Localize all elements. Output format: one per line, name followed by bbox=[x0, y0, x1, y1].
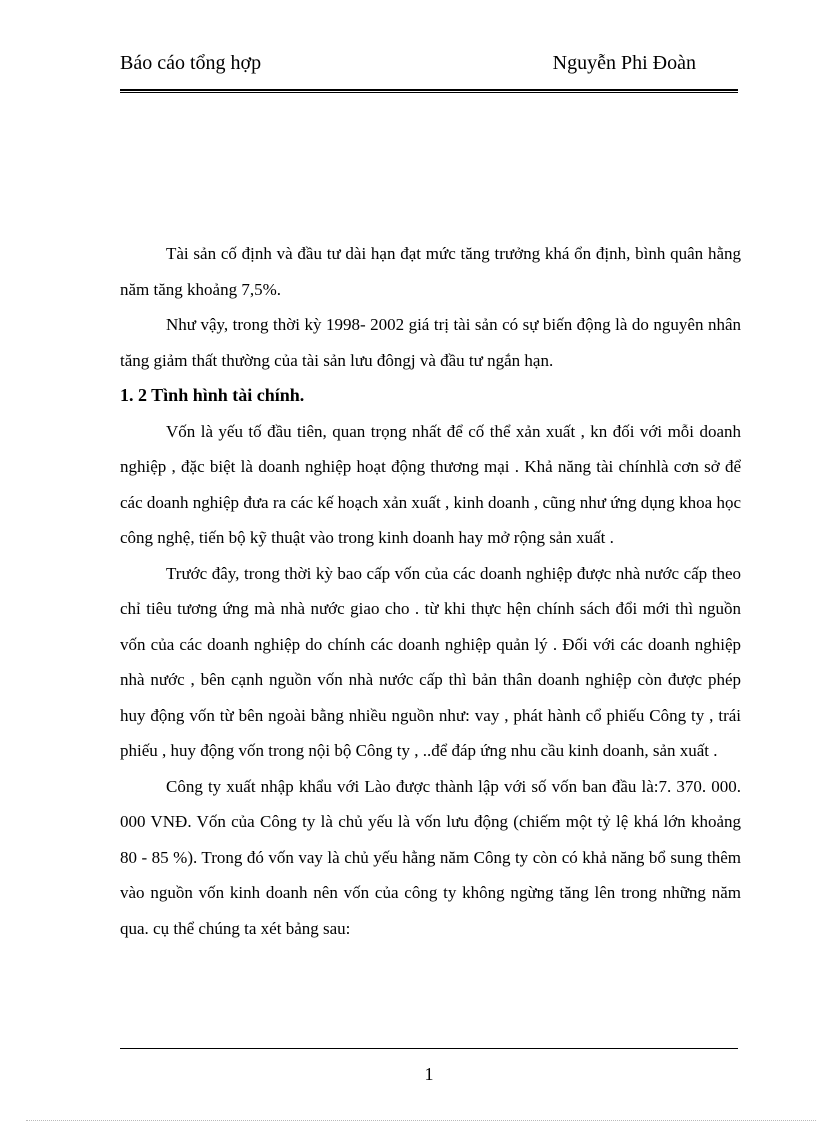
footer-rule bbox=[120, 1048, 738, 1049]
page-bottom-dotted-line bbox=[26, 1120, 816, 1121]
paragraph: Như vậy, trong thời kỳ 1998- 2002 giá trị tài sản có sự biến động là do nguyên nhân tăng giảm thất thường của tài sản lưu đôngj và đầu tư ngắn hạn. bbox=[120, 315, 741, 370]
paragraph: Trước đây, trong thời kỳ bao cấp vốn của các doanh nghiệp được nhà nước cấp theo chỉ tiêu tương ứng mà nhà nước giao cho . từ khi thực hện chính sách đổi mới thì nguồn vốn của các doanh nghiệp do chính các doanh nghiệp quản lý . Đối với các doanh nghiệp nhà nước , bên cạnh nguồn vốn nhà nước cấp thì bản thân doanh nghiệp còn được phép huy động vốn từ bên ngoài bằng nhiều nguồn như: vay , phát hành cổ phiếu Công ty , trái phiếu , huy động vốn trong nội bộ Công ty , ..để đáp ứng nhu cầu kinh doanh, sản xuất . bbox=[120, 563, 741, 760]
header-double-rule bbox=[120, 89, 738, 93]
header-title: Báo cáo tổng hợp bbox=[120, 52, 262, 74]
page-header bbox=[120, 50, 738, 90]
paragraph: Vốn là yếu tố đầu tiên, quan trọng nhất để cố thể xản xuất , kn đối với mỗi doanh nghiệp , đặc biệt là doanh nghiệp hoạt động thương mại . Khả năng tài chínhlà cơn sở để các doanh nghiệp đưa ra các kế hoạch xản xuất , kinh doanh , cũng như ứng dụng khoa học công nghệ, tiến bộ kỹ thuật vào trong kinh doanh hay mở rộng sản xuất . bbox=[120, 421, 741, 547]
page-number: 1 bbox=[424, 1064, 434, 1084]
header-author: Nguyễn Phi Đoàn bbox=[552, 52, 696, 74]
document-body bbox=[120, 236, 741, 946]
paragraph: Công ty xuất nhập khẩu với Lào được thành lập với số vốn ban đầu là:7. 370. 000. 000 VNĐ. Vốn của Công ty là chủ yếu là vốn lưu động (chiếm một tỷ lệ khá lớn khoảng 80 - 85 %). Trong đó vốn vay là chủ yếu hằng năm Công ty còn có khả năng bổ sung thêm vào nguồn vốn kinh doanh nên vốn của công ty không ngừng tăng lên trong những năm qua. cụ thể chúng ta xét bảng sau: bbox=[120, 776, 741, 938]
paragraph: Tài sản cố định và đầu tư dài hạn đạt mức tăng trưởng khá ổn định, bình quân hằng năm tăng khoảng 7,5%. bbox=[120, 244, 741, 299]
section-heading: 1. 2 Tình hình tài chính. bbox=[120, 385, 305, 405]
